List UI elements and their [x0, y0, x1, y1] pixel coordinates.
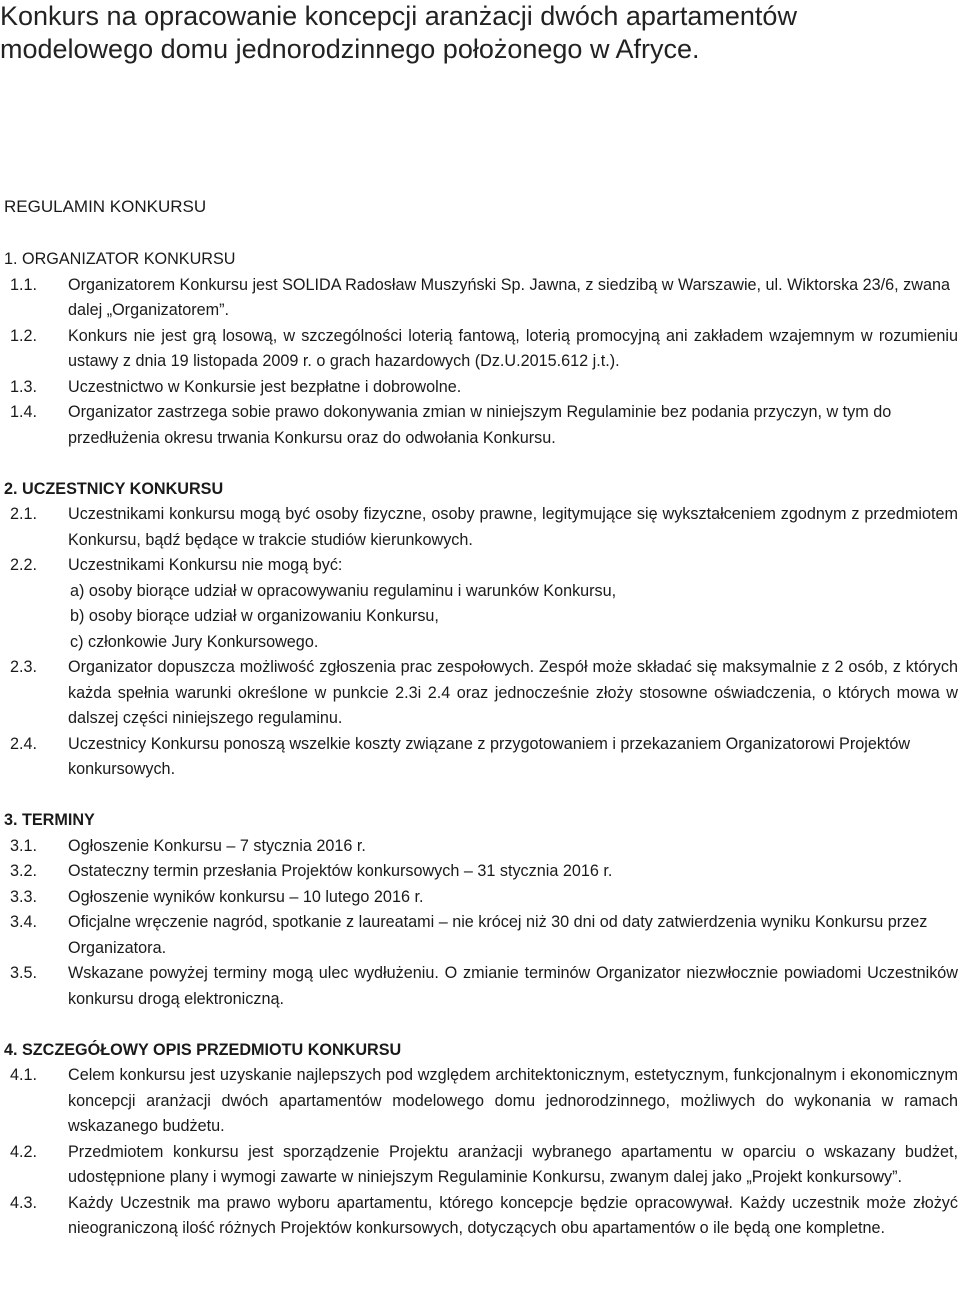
clause-text: Przedmiotem konkursu jest sporządzenie Projektu aranżacji wybranego apartamentu w oparciu o wskazany budżet, udostępnione plany i wymogi zawarte w niniejszym Regulaminie Konkursu, zwanym dalej jako „Projekt konkursowy”.	[68, 1142, 958, 1186]
clause-text: Organizator zastrzega sobie prawo dokonywania zmian w niniejszym Regulaminie bez podania przyczyn, w tym do przedłużenia okresu trwania Konkursu oraz do odwołania Konkursu.	[68, 403, 892, 447]
section-spacer	[4, 1012, 958, 1038]
section-spacer	[4, 451, 958, 477]
clause-4-2	[4, 1140, 958, 1191]
clause-number: 3.5.	[10, 964, 38, 982]
sublist-item-b: b) osoby biorące udział w organizowaniu Konkursu,	[70, 607, 439, 625]
clause-text: Konkurs nie jest grą losową, w szczególności loterią fantową, loterią promocyjną ani zakładem wzajemnym w rozumieniu ustawy z dnia 19 listopada 2009 r. o grach hazardowych (Dz.U.2015.612 j.t.).	[68, 326, 958, 370]
clause-text: Uczestnicy Konkursu ponoszą wszelkie koszty związane z przygotowaniem i przekazaniem Organizatorowi Projektów konkursowych.	[68, 734, 911, 778]
clause-number: 2.4.	[10, 734, 38, 753]
clause-text: Ogłoszenie Konkursu – 7 stycznia 2016 r.	[68, 836, 366, 855]
clause-number: 2.1.	[10, 505, 38, 523]
clause-number: 2.2.	[10, 556, 38, 574]
section-heading-uczestnicy: 2. UCZESTNICY KONKURSU	[4, 479, 224, 498]
clause-number: 2.3.	[10, 658, 38, 676]
clause-number: 1.4.	[10, 403, 38, 421]
clause-text: Oficjalne wręczenie nagród, spotkanie z laureatami – nie krócej niż 30 dni od daty zatwierdzenia wyniku Konkursu przez Organizatora.	[68, 913, 928, 957]
section-heading-terminy: 3. TERMINY	[4, 811, 95, 829]
clause-text: Ogłoszenie wyników konkursu – 10 lutego 2016 r.	[68, 887, 424, 906]
clause-3-1	[4, 834, 958, 860]
section-spacer	[4, 783, 958, 809]
clause-number: 4.3.	[10, 1193, 38, 1212]
clause-2-4	[4, 732, 958, 783]
document-title	[0, 0, 940, 66]
clause-number: 3.4.	[10, 913, 38, 931]
clause-number: 4.1.	[10, 1066, 38, 1084]
clause-4-3	[4, 1191, 958, 1242]
clause-3-2	[4, 859, 958, 885]
title-line-2: modelowego domu jednorodzinnego położonego w Afryce.	[0, 34, 700, 64]
sublist-item-a: a) osoby biorące udział w opracowywaniu regulaminu i warunków Konkursu,	[70, 581, 617, 600]
clause-number: 4.2.	[10, 1142, 38, 1161]
clause-text: Każdy Uczestnik ma prawo wyboru apartamentu, którego koncepcje będzie opracowywał. Każdy uczestnik może złożyć nieograniczoną ilość różnych Projektów konkursowych, dotyczących obu apartamentów o ile będą one kompletne.	[68, 1193, 958, 1237]
clause-text: Wskazane powyżej terminy mogą ulec wydłużeniu. O zmianie terminów Organizator niezwłocznie powiadomi Uczestników konkursu drogą elektroniczną.	[68, 964, 958, 1008]
clause-text: Celem konkursu jest uzyskanie najlepszych pod względem architektonicznym, estetycznym, funkcjonalnym i ekonomicznym koncepcji aranżacji dwóch apartamentów modelowego domu jednorodzinnego, możliwych do wykonania w ramach wskazanego budżetu.	[68, 1066, 958, 1135]
clause-text: Uczestnikami konkursu mogą być osoby fizyczne, osoby prawne, legitymujące się wykształceniem zgodnym z przedmiotem Konkursu, bądź będące w trakcie studiów kierunkowych.	[68, 505, 958, 549]
clause-2-2	[4, 553, 958, 655]
clause-1-4	[4, 400, 958, 451]
clause-text: Ostateczny termin przesłania Projektów konkursowych – 31 stycznia 2016 r.	[68, 862, 613, 880]
regulamin-content	[4, 247, 958, 1242]
clause-3-4	[4, 910, 958, 961]
section-heading-opis: 4. SZCZEGÓŁOWY OPIS PRZEDMIOTU KONKURSU	[4, 1040, 402, 1059]
clause-number: 1.2.	[10, 326, 38, 345]
clause-number: 1.1.	[10, 275, 38, 294]
clause-text: Uczestnikami Konkursu nie mogą być:	[68, 556, 343, 574]
clause-sublist	[68, 579, 958, 656]
clause-number: 3.2.	[10, 862, 38, 880]
clause-3-5	[4, 961, 958, 1012]
clause-text: Uczestnictwo w Konkursie jest bezpłatne i dobrowolne.	[68, 377, 462, 396]
sublist-item-c: c) członkowie Jury Konkursowego.	[70, 632, 319, 651]
title-line-1: Konkurs na opracowanie koncepcji aranżacji dwóch apartamentów	[0, 1, 797, 31]
clause-1-2	[4, 324, 958, 375]
clause-3-3	[4, 885, 958, 911]
clause-text-with-list	[68, 553, 958, 655]
clause-number: 3.1.	[10, 836, 38, 855]
clause-1-3	[4, 375, 958, 401]
clause-2-1	[4, 502, 958, 553]
section-heading-organizator: 1. ORGANIZATOR KONKURSU	[4, 250, 236, 268]
clause-number: 3.3.	[10, 887, 38, 906]
regulamin-title: REGULAMIN KONKURSU	[4, 197, 207, 216]
clause-2-3	[4, 655, 958, 732]
clause-text: Organizatorem Konkursu jest SOLIDA Radosław Muszyński Sp. Jawna, z siedzibą w Warszawie, ul. Wiktorska 23/6, zwana dalej „Organizatorem”.	[68, 275, 950, 319]
clause-text: Organizator dopuszcza możliwość zgłoszenia prac zespołowych. Zespół może składać się maksymalnie z 2 osób, z których każda spełnia warunki określone w punkcie 2.3i 2.4 oraz jednocześnie złoży stosowne oświadczenia, o których mowa w dalszej części niniejszego regulaminu.	[68, 658, 958, 727]
clause-number: 1.3.	[10, 377, 38, 396]
clause-1-1	[4, 273, 958, 324]
clause-4-1	[4, 1063, 958, 1140]
